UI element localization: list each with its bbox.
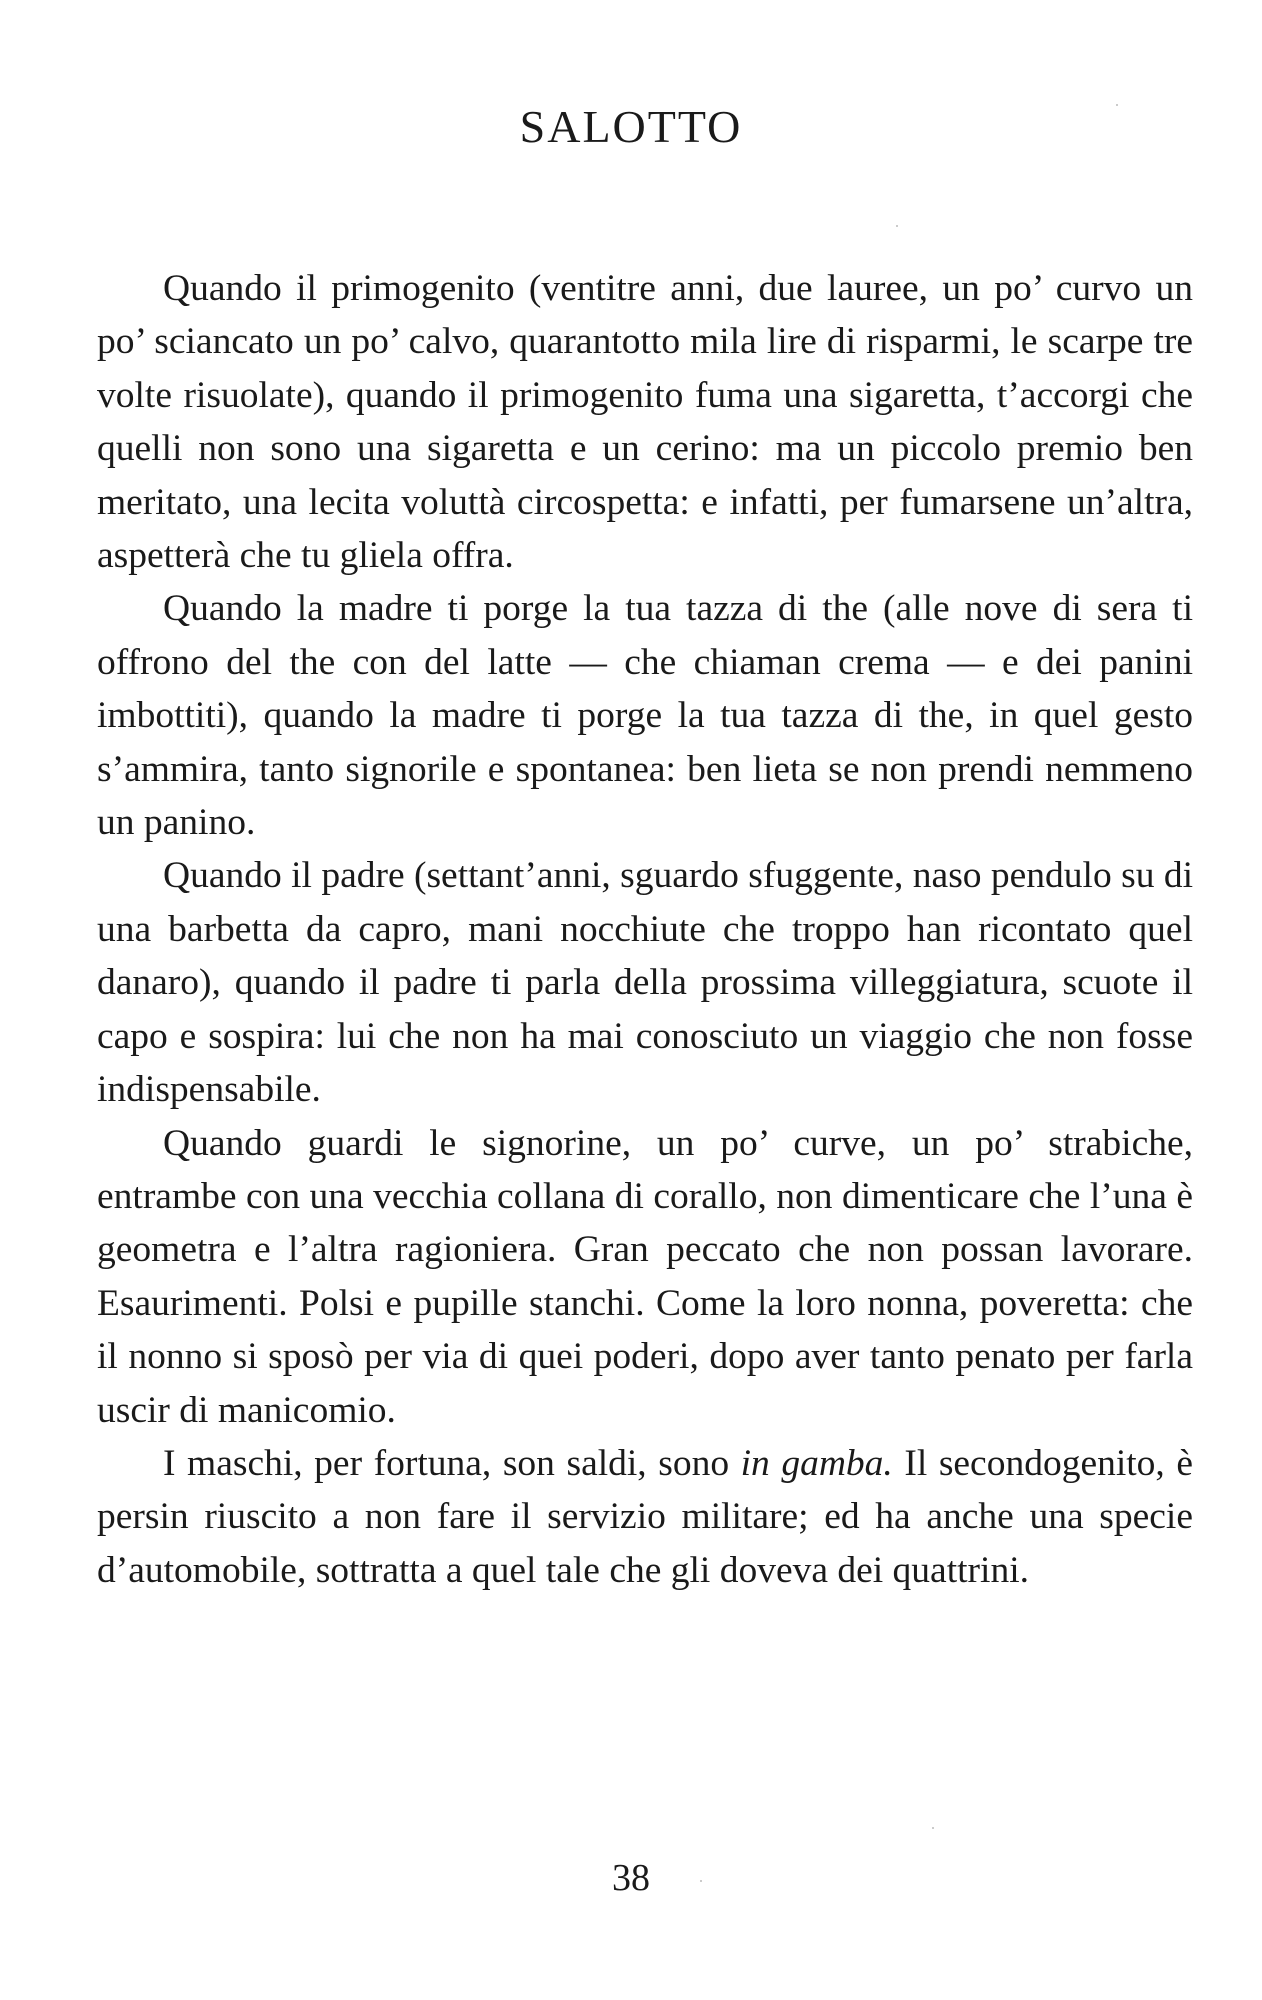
body-text bbox=[97, 262, 1193, 1597]
paper-speck bbox=[700, 1880, 702, 1882]
paragraph-5-start: I maschi, per fortuna, son saldi, sono bbox=[163, 1442, 741, 1484]
paragraph-5-italic: in gamba. bbox=[740, 1442, 893, 1484]
paragraph-2: Quando la madre ti porge la tua tazza di the (alle nove di sera ti offrono del the con del latte — che chiaman crema — e dei panini imbottiti), quando la madre ti porge la tua tazza di the, in quel gesto s’ammira, tanto signorile e spontanea: ben lieta se non prendi nemmeno un panino. bbox=[97, 588, 1193, 844]
paragraph-1: Quando il primogenito (ventitre anni, due lauree, un po’ curvo un po’ sciancato un po’ calvo, quarantotto mila lire di risparmi, le scarpe tre volte risuolate), quando il primogenito fuma una sigaretta, t’accorgi che quelli non sono una sigaretta e un cerino: ma un piccolo premio ben meritato, una lecita voluttà circospetta: e infatti, per fumarsene un’altra, aspetterà che tu gliela offra. bbox=[97, 268, 1193, 577]
paper-speck bbox=[1116, 104, 1118, 106]
paper-speck bbox=[896, 225, 898, 227]
paper-speck bbox=[932, 1827, 934, 1829]
paragraph-3: Quando il padre (settant’anni, sguardo sfuggente, naso pendulo su di una barbetta da capro, mani nocchiute che troppo han ricontato quel danaro), quando il padre ti parla della prossima villeggiatura, scuote il capo e sospira: lui che non ha mai conosciuto un viaggio che non fosse indispensabile. bbox=[97, 855, 1193, 1111]
page-title: SALOTTO bbox=[519, 101, 743, 152]
paragraph-4: Quando guardi le signorine, un po’ curve, un po’ strabiche, entrambe con una vecchia collana di corallo, non dimenticare che l’una è geometra e l’altra ragioniera. Gran peccato che non possan lavorare. Esaurimenti. Polsi e pupille stanchi. Come la loro nonna, poveretta: che il nonno si sposò per via di quei poderi, dopo aver tanto penato per farla uscir di manicomio. bbox=[97, 1122, 1193, 1431]
paragraph-5 bbox=[97, 1437, 1193, 1597]
paragraph-5-end: Il secondogenito, è persin riuscito a non fare il servizio militare; ed ha anche una specie d’automobile, sottratta a quel tale che gli doveva dei quattrini. bbox=[97, 1442, 1194, 1591]
page-number: 38 bbox=[612, 1857, 650, 1899]
